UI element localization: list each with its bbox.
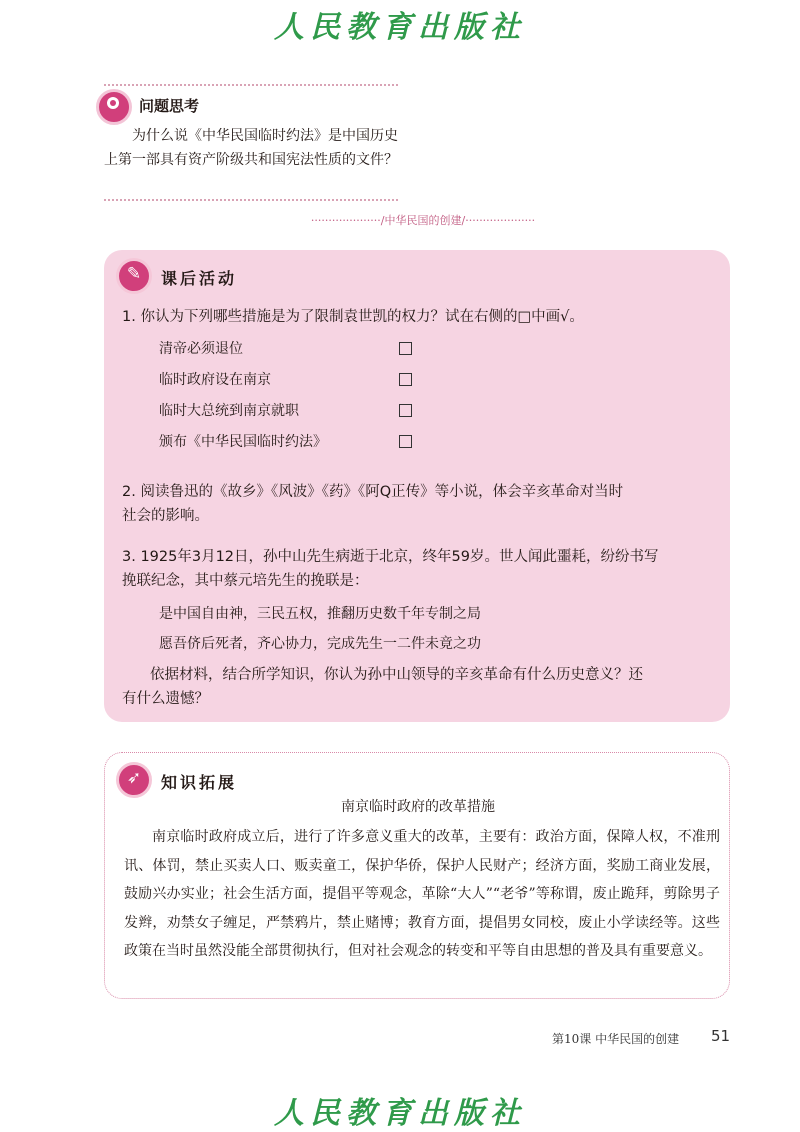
knowledge-title: 知识拓展 <box>161 773 238 792</box>
activity-item-3-question-line-1: 依据材料，结合所学知识，你认为孙中山领导的辛亥革命有什么历史意义？还 <box>150 667 643 683</box>
publisher-watermark-bottom: 人民教育出版社 <box>274 1096 526 1131</box>
option-checkbox-3[interactable] <box>399 404 412 417</box>
question-icon <box>96 89 132 125</box>
knowledge-subtitle: 南京临时政府的改革措施 <box>341 799 495 815</box>
option-checkbox-1[interactable] <box>399 342 412 355</box>
divider-label: /中华民国的创建/ <box>380 214 466 227</box>
activity-item-2-line-1: 2. 阅读鲁迅的《故乡》《风波》《药》《阿Q正传》等小说，体会辛亥革命对当时 <box>122 484 624 500</box>
pencil-icon: ✎ <box>116 258 152 294</box>
option-label-3: 临时大总统到南京就职 <box>159 403 299 419</box>
option-label-1: 清帝必须退位 <box>159 341 243 357</box>
lesson-footer: 第10课 中华民国的创建 <box>552 1032 680 1046</box>
question-body: 为什么说《中华民国临时约法》是中国历史上第一部具有资产阶级共和国宪法性质的文件？ <box>104 128 398 168</box>
couplet-line-1: 是中国自由神，三民五权，推翻历史数千年专制之局 <box>159 606 481 622</box>
option-label-4: 颁布《中华民国临时约法》 <box>159 434 327 450</box>
publisher-watermark-top: 人民教育出版社 <box>274 10 526 45</box>
divider-dots-right: ···················· <box>465 214 536 227</box>
target-arrow-icon: ➶ <box>116 762 152 798</box>
question-top-divider <box>104 84 398 86</box>
activity-item-2-line-2: 社会的影响。 <box>122 508 209 524</box>
activity-item-3-line-2: 挽联纪念，其中蔡元培先生的挽联是： <box>122 573 369 589</box>
section-divider <box>258 212 588 228</box>
activity-title: 课后活动 <box>161 269 238 288</box>
couplet-line-2: 愿吾侪后死者，齐心协力，完成先生一二件未竟之功 <box>159 636 481 652</box>
page-number: 51 <box>711 1027 731 1045</box>
activity-item-3-line-1: 3. 1925年3月12日，孙中山先生病逝于北京，终年59岁。世人闻此噩耗，纷纷书写 <box>122 549 659 565</box>
option-label-2: 临时政府设在南京 <box>159 372 271 388</box>
option-checkbox-4[interactable] <box>399 435 412 448</box>
knowledge-body: 南京临时政府成立后，进行了许多意义重大的改革，主要有：政治方面，保障人权，不准刑讯、体罚，禁止买卖人口、贩卖童工，保护华侨，保护人民财产；经济方面，奖励工商业发展，鼓励兴办实业；社会生活方面，提倡平等观念，革除“大人”“老爷”等称谓，废止跪拜，剪除男子发辫，劝禁女子缠足，严禁鸦片，禁止赌博；教育方面，提倡男女同校，废止小学读经等。这些政策在当时虽然没能全部贯彻执行，但对社会观念的转变和平等自由思想的普及具有重要意义。 <box>124 829 720 959</box>
activity-item-3-question-line-2: 有什么遗憾？ <box>122 691 209 707</box>
divider-dots-left: ···················· <box>310 214 381 227</box>
question-title: 问题思考 <box>139 97 200 115</box>
question-bottom-divider <box>104 199 398 201</box>
option-checkbox-2[interactable] <box>399 373 412 386</box>
activity-item-1: 1. 你认为下列哪些措施是为了限制袁世凯的权力？试在右侧的□中画√。 <box>122 309 584 325</box>
